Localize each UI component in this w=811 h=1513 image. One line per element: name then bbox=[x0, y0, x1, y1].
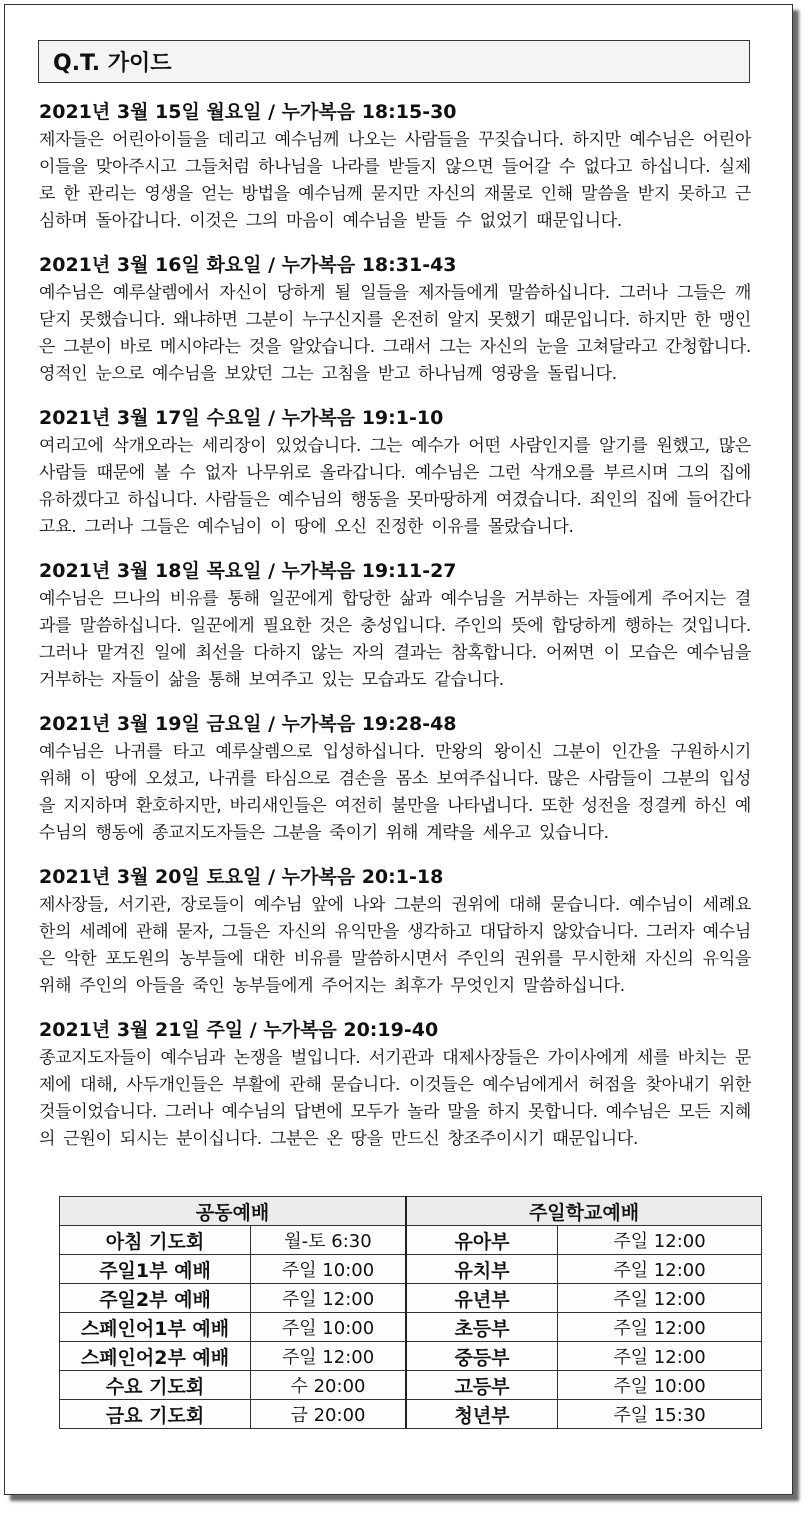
table-row bbox=[60, 1342, 762, 1371]
department-name: 초등부 bbox=[406, 1313, 558, 1342]
department-time: 주일 12:00 bbox=[558, 1255, 762, 1284]
department-name: 고등부 bbox=[406, 1371, 558, 1400]
table-row bbox=[60, 1313, 762, 1342]
schedule-header-row bbox=[60, 1197, 762, 1226]
service-time: 금 20:00 bbox=[251, 1400, 407, 1429]
qt-entry bbox=[39, 97, 751, 235]
service-time: 월-토 6:30 bbox=[251, 1226, 407, 1255]
qt-entry bbox=[39, 709, 751, 847]
department-time: 주일 10:00 bbox=[558, 1371, 762, 1400]
department-time: 주일 12:00 bbox=[558, 1284, 762, 1313]
worship-schedule-table bbox=[59, 1196, 762, 1429]
service-name: 스페인어2부 예배 bbox=[60, 1342, 251, 1371]
service-time: 주일 12:00 bbox=[251, 1342, 407, 1371]
service-name: 금요 기도회 bbox=[60, 1400, 251, 1429]
department-name: 유년부 bbox=[406, 1284, 558, 1313]
entry-heading: 2021년 3월 15일 월요일 / 누가복음 18:15-30 bbox=[39, 101, 457, 123]
entry-body: 제자들은 어린아이들을 데리고 예수님께 나오는 사람들을 꾸짖습니다. 하지만 예수님은 어린아이들을 맞아주시고 그들처럼 하나님을 나라를 받들지 않으면 들어갈 수 없다고 하십니다. 실제로 한 관리는 영생을 얻는 방법을 예수님께 묻지만 자신의 재물로 인해 말씀을 받지 못하고 근심하며 돌아갑니다. 이것은 그의 마음이 예수님을 받들 수 없었기 때문입니다. bbox=[39, 130, 751, 231]
service-time: 주일 12:00 bbox=[251, 1284, 407, 1313]
department-time: 주일 12:00 bbox=[558, 1226, 762, 1255]
entry-heading: 2021년 3월 21일 주일 / 누가복음 20:19-40 bbox=[39, 1019, 439, 1041]
table-row bbox=[60, 1284, 762, 1313]
entry-heading: 2021년 3월 18일 목요일 / 누가복음 19:11-27 bbox=[39, 560, 457, 582]
service-time: 주일 10:00 bbox=[251, 1255, 407, 1284]
qt-entries bbox=[39, 97, 751, 1168]
qt-entry bbox=[39, 862, 751, 1000]
qt-entry bbox=[39, 250, 751, 388]
table-row bbox=[60, 1255, 762, 1284]
entry-body: 여리고에 삭개오라는 세리장이 있었습니다. 그는 예수가 어떤 사람인지를 알기를 원했고, 많은 사람들 때문에 볼 수 없자 나무위로 올라갑니다. 예수님은 그런 삭개오를 부르시며 그의 집에 유하겠다고 하십니다. 사람들은 예수님의 행동을 못마땅하게 여겼습니다. 죄인의 집에 들어간다고요. 그러나 그들은 예수님이 이 땅에 오신 진정한 이유를 몰랐습니다. bbox=[39, 436, 751, 537]
department-time: 주일 12:00 bbox=[558, 1342, 762, 1371]
service-time: 주일 10:00 bbox=[251, 1313, 407, 1342]
entry-heading: 2021년 3월 17일 수요일 / 누가복음 19:1-10 bbox=[39, 407, 444, 429]
page-title: Q.T. 가이드 bbox=[38, 40, 750, 83]
bulletin-page bbox=[4, 4, 793, 1495]
table-row bbox=[60, 1226, 762, 1255]
schedule-header-sunday-school: 주일학교예배 bbox=[406, 1197, 762, 1226]
entry-heading: 2021년 3월 16일 화요일 / 누가복음 18:31-43 bbox=[39, 254, 457, 276]
service-name: 아침 기도회 bbox=[60, 1226, 251, 1255]
entry-body: 예수님은 므나의 비유를 통해 일꾼에게 합당한 삶과 예수님을 거부하는 자들에게 주어지는 결과를 말씀하십니다. 일꾼에게 필요한 것은 충성입니다. 주인의 뜻에 합당하게 행하는 것입니다. 그러나 맡겨진 일에 최선을 다하지 않는 자의 결과는 참혹합니다. 어쩌면 이 모습은 예수님을 거부하는 자들이 삶을 통해 보여주고 있는 모습과도 같습니다. bbox=[39, 589, 751, 690]
department-time: 주일 12:00 bbox=[558, 1313, 762, 1342]
table-row bbox=[60, 1371, 762, 1400]
entry-body: 제사장들, 서기관, 장로들이 예수님 앞에 나와 그분의 권위에 대해 묻습니다. 예수님이 세례요한의 세례에 관해 묻자, 그들은 자신의 유익만을 생각하고 대답하지 않았습니다. 그러자 예수님은 악한 포도원의 농부들에 대한 비유를 말씀하시면서 주인의 권위를 무시한채 자신의 유익을 위해 주인의 아들을 죽인 농부들에게 주어지는 최후가 무엇인지 말씀하십니다. bbox=[39, 895, 751, 996]
qt-entry bbox=[39, 403, 751, 541]
department-name: 청년부 bbox=[406, 1400, 558, 1429]
department-name: 유아부 bbox=[406, 1226, 558, 1255]
entry-body: 종교지도자들이 예수님과 논쟁을 벌입니다. 서기관과 대제사장들은 가이사에게 세를 바치는 문제에 대해, 사두개인들은 부활에 관해 묻습니다. 이것들은 예수님에게서 허점을 찾아내기 위한 것들이었습니다. 그러나 예수님의 답변에 모두가 놀라 말을 하지 못합니다. 예수님은 모든 지혜의 근원이 되시는 분이십니다. 그분은 온 땅을 만드신 창조주이시기 때문입니다. bbox=[39, 1048, 751, 1149]
schedule-header-joint-worship: 공동예배 bbox=[60, 1197, 407, 1226]
entry-body: 예수님은 나귀를 타고 예루살렘으로 입성하십니다. 만왕의 왕이신 그분이 인간을 구원하시기 위해 이 땅에 오셨고, 나귀를 타심으로 겸손을 몸소 보여주십니다. 많은 사람들이 그분의 입성을 지지하며 환호하지만, 바리새인들은 여전히 불만을 나타냅니다. 또한 성전을 정결케 하신 예수님의 행동에 종교지도자들은 그분을 죽이기 위해 계략을 세우고 있습니다. bbox=[39, 742, 751, 843]
entry-body: 예수님은 예루살렘에서 자신이 당하게 될 일들을 제자들에게 말씀하십니다. 그러나 그들은 깨닫지 못했습니다. 왜냐하면 그분이 누구신지를 온전히 알지 못했기 때문입니다. 하지만 한 맹인은 그분이 바로 메시야라는 것을 알았습니다. 그래서 그는 자신의 눈을 고쳐달라고 간청합니다. 영적인 눈으로 예수님을 보았던 그는 고침을 받고 하나님께 영광을 돌립니다. bbox=[39, 283, 751, 384]
service-name: 스페인어1부 예배 bbox=[60, 1313, 251, 1342]
entry-heading: 2021년 3월 20일 토요일 / 누가복음 20:1-18 bbox=[39, 866, 444, 888]
qt-entry bbox=[39, 1015, 751, 1153]
department-name: 중등부 bbox=[406, 1342, 558, 1371]
service-name: 주일1부 예배 bbox=[60, 1255, 251, 1284]
table-row bbox=[60, 1400, 762, 1429]
department-name: 유치부 bbox=[406, 1255, 558, 1284]
qt-entry bbox=[39, 556, 751, 694]
department-time: 주일 15:30 bbox=[558, 1400, 762, 1429]
service-name: 주일2부 예배 bbox=[60, 1284, 251, 1313]
entry-heading: 2021년 3월 19일 금요일 / 누가복음 19:28-48 bbox=[39, 713, 457, 735]
service-time: 수 20:00 bbox=[251, 1371, 407, 1400]
service-name: 수요 기도회 bbox=[60, 1371, 251, 1400]
